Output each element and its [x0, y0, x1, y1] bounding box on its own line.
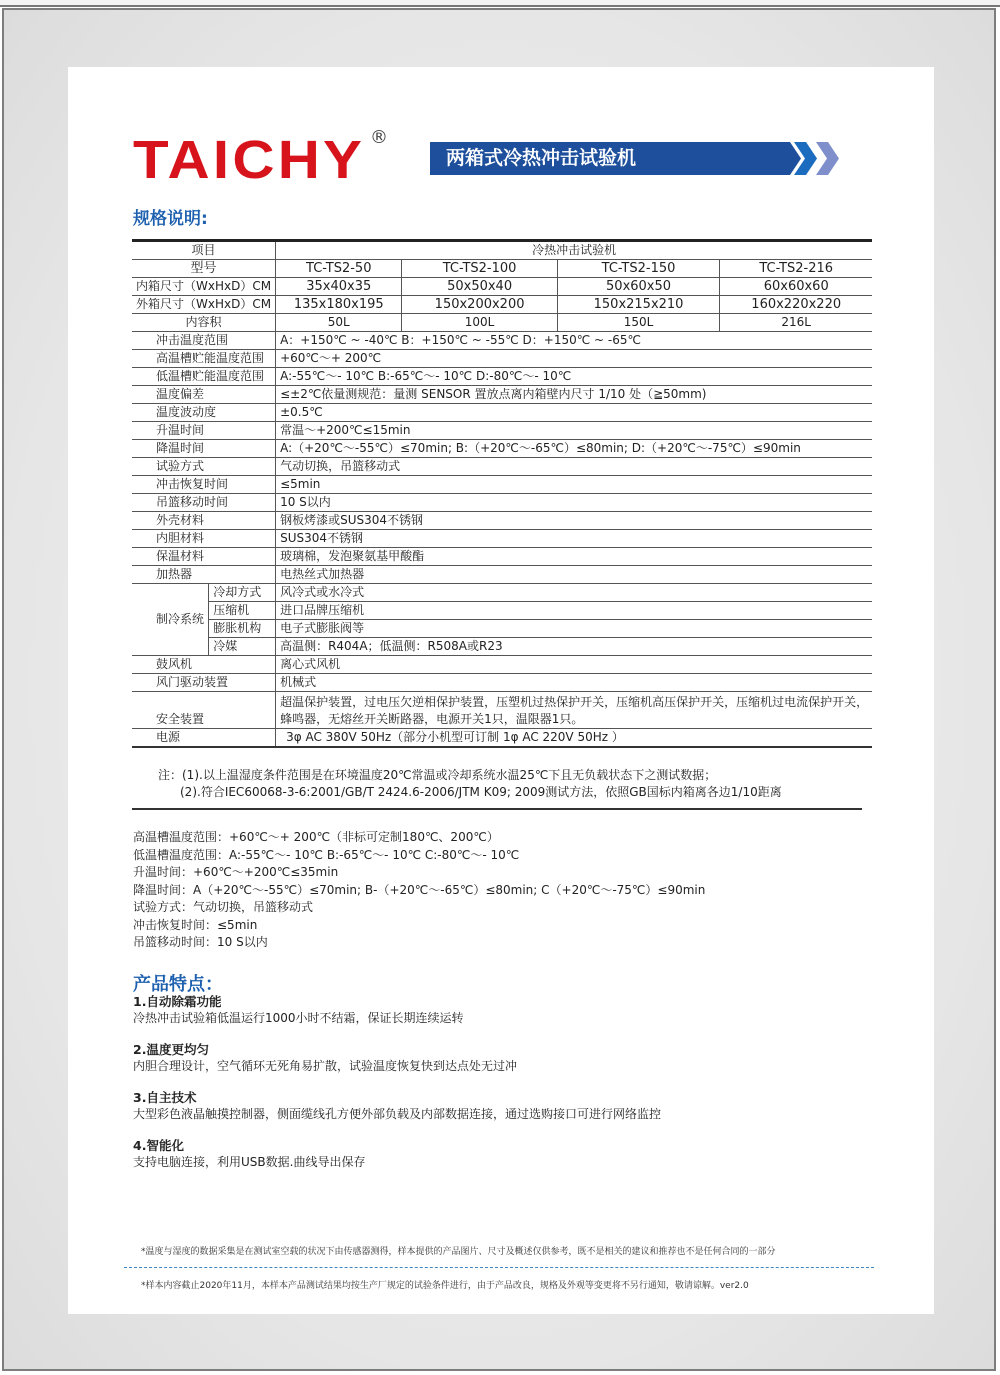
table-row [132, 530, 872, 548]
value-cell: 钢板烤漆或SUS304不锈钢 [276, 512, 873, 530]
value-cell: 离心式风机 [276, 656, 873, 674]
row-label: 温度波动度 [132, 404, 276, 422]
value-cell: 风冷式或水冷式 [276, 584, 873, 602]
table-row [132, 332, 872, 350]
table-row-model [132, 260, 872, 278]
safety-line: 超温保护装置，过电压欠逆相保护装置，压塑机过热保护开关，压缩机高压保护开关，压缩机过电流保护开关， [280, 694, 869, 709]
value-cell: 常温～+200℃≤15min [276, 422, 873, 440]
product-title-banner: 两箱式冷热冲击试验机 [430, 142, 785, 175]
value-cell: ±0.5℃ [276, 404, 873, 422]
table-notes [158, 767, 782, 801]
summary-line: 试验方式：气动切换，吊篮移动式 [133, 900, 314, 914]
row-label: 内胆材料 [132, 530, 276, 548]
value-cell: 60x60x60 [720, 278, 872, 296]
row-label: 风门驱动装置 [132, 674, 276, 692]
table-row [132, 494, 872, 512]
table-row-refrigeration [132, 602, 872, 620]
feature-item [133, 1041, 661, 1075]
table-row-safety [132, 692, 872, 729]
value-cell: 100L [402, 314, 557, 332]
row-label: 温度偏差 [132, 386, 276, 404]
table-row [132, 548, 872, 566]
brand-logo: TAICHY [133, 130, 366, 190]
row-label: 试验方式 [132, 458, 276, 476]
registered-mark: ® [370, 127, 388, 148]
value-cell: 机械式 [276, 674, 873, 692]
spec-summary [133, 829, 705, 952]
value-cell: 3φ AC 380V 50Hz（部分小机型可订制 1φ AC 220V 50Hz ） [276, 729, 873, 748]
value-cell: 玻璃棉，发泡聚氨基甲酸酯 [276, 548, 873, 566]
value-cell: 50x50x40 [402, 278, 557, 296]
value-cell: 气动切换，吊篮移动式 [276, 458, 873, 476]
row-label: 冲击恢复时间 [132, 476, 276, 494]
value-cell: 150x200x200 [402, 296, 557, 314]
features-list [133, 993, 661, 1185]
dashed-divider [124, 1267, 874, 1268]
features-title: 产品特点： [133, 974, 223, 995]
value-cell: A：+150℃ ~ -40℃ B：+150℃ ~ -55℃ D：+150℃ ~ -65℃ [276, 332, 873, 350]
footer-disclaimer: *温度与湿度的数据采集是在测试室空载的状况下由传感器测得，样本提供的产品图片、尺寸及概述仅供参考，既不是相关的建议和推荐也不是任何合同的一部分 [141, 1247, 776, 1257]
table-row [132, 422, 872, 440]
value-cell: SUS304不锈钢 [276, 530, 873, 548]
feature-title: 4.智能化 [133, 1138, 184, 1153]
model-cell: TC-TS2-100 [402, 260, 557, 278]
summary-line: 吊篮移动时间：10 S以内 [133, 935, 268, 949]
summary-line: 高温槽温度范围：+60℃～+ 200℃（非标可定制180℃、200℃） [133, 830, 499, 844]
table-row [132, 566, 872, 584]
value-cell: ≤5min [276, 476, 873, 494]
value-cell: 35x40x35 [276, 278, 402, 296]
table-row [132, 386, 872, 404]
row-label: 内容积 [132, 314, 276, 332]
row-label: 外壳材料 [132, 512, 276, 530]
table-row [132, 674, 872, 692]
value-cell: 高温侧：R404A；低温侧：R508A或R23 [276, 638, 873, 656]
row-label: 降温时间 [132, 440, 276, 458]
table-row-outer-size [132, 296, 872, 314]
safety-line: 蜂鸣器，无熔丝开关断路器，电源开关1只，温限器1只。 [280, 711, 584, 726]
row-label: 外箱尺寸（WxHxD）CM [132, 296, 276, 314]
sub-label: 冷媒 [209, 638, 276, 656]
model-cell: TC-TS2-50 [276, 260, 402, 278]
value-cell: +60℃～+ 200℃ [276, 350, 873, 368]
header-label: 项目 [132, 241, 276, 260]
table-row [132, 350, 872, 368]
table-row-refrigeration [132, 584, 872, 602]
table-row [132, 404, 872, 422]
note-line: (2).符合IEC60068-3-6:2001/GB/T 2424.6-2006/JTM K09; 2009测试方法，依照GB国标内箱离各边1/10距离 [180, 785, 782, 799]
feature-title: 3.自主技术 [133, 1090, 197, 1105]
row-label: 电源 [132, 729, 276, 748]
row-label: 冲击温度范围 [132, 332, 276, 350]
row-label: 安全装置 [132, 692, 276, 729]
feature-description: 支持电脑连接，利用USB数据.曲线导出保存 [133, 1155, 366, 1169]
feature-description: 大型彩色液晶触摸控制器，侧面缆线孔方便外部负载及内部数据连接，通过选购接口可进行网络监控 [133, 1107, 662, 1121]
model-cell: TC-TS2-216 [720, 260, 872, 278]
table-row-power [132, 729, 872, 748]
value-cell: 150x215x210 [557, 296, 720, 314]
divider [132, 808, 862, 810]
row-label: 制冷系统 [132, 584, 209, 656]
row-label: 鼓风机 [132, 656, 276, 674]
feature-title: 1.自动除霜功能 [133, 994, 222, 1009]
row-label: 吊篮移动时间 [132, 494, 276, 512]
spec-table [132, 239, 872, 748]
spec-section-title: 规格说明: [133, 209, 208, 229]
value-cell: 电热丝式加热器 [276, 566, 873, 584]
header-value: 冷热冲击试验机 [276, 241, 873, 260]
table-row-volume [132, 314, 872, 332]
table-row-refrigeration [132, 620, 872, 638]
value-cell: 电子式膨胀阀等 [276, 620, 873, 638]
sub-label: 压缩机 [209, 602, 276, 620]
feature-item [133, 1137, 661, 1171]
row-label: 加热器 [132, 566, 276, 584]
footer-version-note: *样本内容截止2020年11月，本样本产品测试结果均按生产厂规定的试验条件进行，由于产品改良，规格及外观等变更将不另行通知，敬请谅解。ver2.0 [141, 1281, 749, 1291]
table-row [132, 512, 872, 530]
table-row [132, 656, 872, 674]
summary-line: 冲击恢复时间：≤5min [133, 917, 258, 932]
value-cell: 160x220x220 [720, 296, 872, 314]
value-cell: 135x180x195 [276, 296, 402, 314]
table-row [132, 440, 872, 458]
value-cell: A:（+20℃～-55℃）≤70min; B:（+20℃～-65℃）≤80min; D:（+20℃～-75℃）≤90min [276, 440, 873, 458]
table-row-inner-size [132, 278, 872, 296]
feature-description: 内胆合理设计，空气循环无死角易扩散，试验温度恢复快到达点处无过冲 [133, 1059, 518, 1073]
feature-item [133, 993, 661, 1027]
value-cell: ≤±2℃依量测规范：量测 SENSOR 置放点离内箱壁内尺寸 1/10 处（≧50mm) [276, 386, 873, 404]
value-cell: 50L [276, 314, 402, 332]
chevron-arrows-icon [780, 142, 860, 175]
table-row-refrigeration [132, 638, 872, 656]
row-label: 高温槽贮能温度范围 [132, 350, 276, 368]
table-row [132, 368, 872, 386]
table-header-row [132, 241, 872, 260]
value-cell: A:-55℃～- 10℃ B:-65℃～- 10℃ D:-80℃～- 10℃ [276, 368, 873, 386]
value-cell: 50x60x50 [557, 278, 720, 296]
table-row [132, 458, 872, 476]
brochure-page [68, 67, 934, 1314]
feature-item [133, 1089, 661, 1123]
top-strip [0, 0, 1000, 7]
row-label: 型号 [132, 260, 276, 278]
summary-line: 升温时间：+60℃～+200℃≤35min [133, 865, 339, 879]
value-cell: 216L [720, 314, 872, 332]
summary-line: 降温时间：A（+20℃～-55℃）≤70min; B-（+20℃～-65℃）≤80min; C（+20℃～-75℃）≤90min [133, 882, 706, 897]
sub-label: 膨胀机构 [209, 620, 276, 638]
value-cell: 150L [557, 314, 720, 332]
table-row [132, 476, 872, 494]
note-line: 注：(1).以上温湿度条件范围是在环境温度20℃常温或冷却系统水温25℃下且无负载状态下之测试数据； [158, 768, 717, 782]
summary-line: 低温槽温度范围：A:-55℃～- 10℃ B:-65℃～- 10℃ C:-80℃～- 10℃ [133, 847, 520, 862]
feature-title: 2.温度更均匀 [133, 1042, 209, 1057]
sub-label: 冷却方式 [209, 584, 276, 602]
value-cell [276, 692, 873, 729]
model-cell: TC-TS2-150 [557, 260, 720, 278]
feature-description: 冷热冲击试验箱低温运行1000小时不结霜，保证长期连续运转 [133, 1011, 464, 1025]
row-label: 内箱尺寸（WxHxD）CM [132, 278, 276, 296]
row-label: 升温时间 [132, 422, 276, 440]
row-label: 保温材料 [132, 548, 276, 566]
row-label: 低温槽贮能温度范围 [132, 368, 276, 386]
value-cell: 进口品牌压缩机 [276, 602, 873, 620]
value-cell: 10 S以内 [276, 494, 873, 512]
